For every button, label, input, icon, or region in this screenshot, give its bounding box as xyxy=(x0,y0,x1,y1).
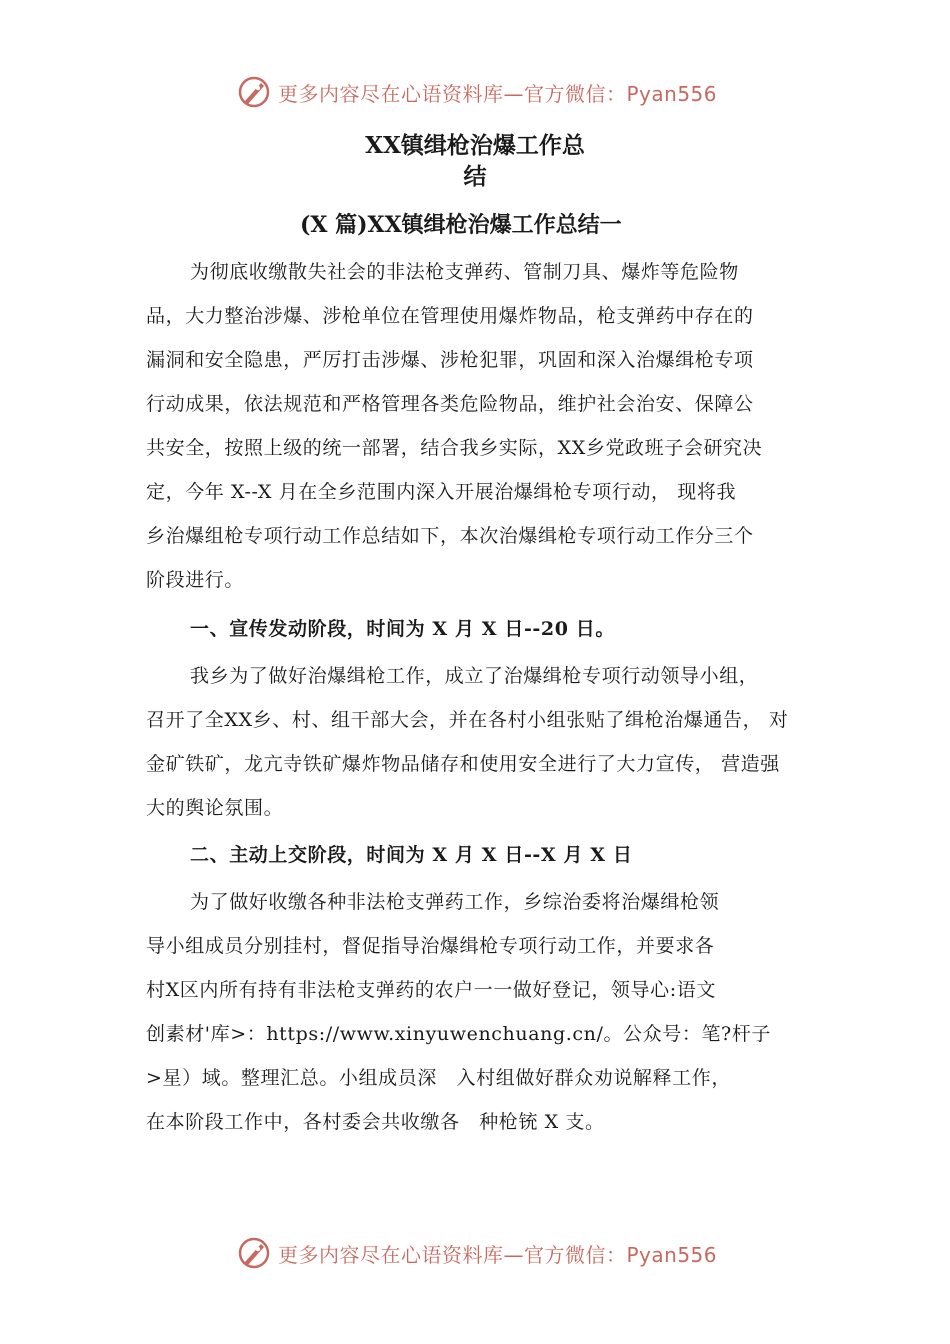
text-line: 共安全，按照上级的统一部署，结合我乡实际，XX乡党政班子会研究决 xyxy=(146,437,763,459)
text-line: 为彻底收缴散失社会的非法枪支弹药、管制刀具、爆炸等危险物 xyxy=(190,261,739,283)
text-line: 我乡为了做好治爆缉枪工作，成立了治爆缉枪专项行动领导小组， xyxy=(190,665,759,687)
watermark-text: 更多内容尽在心语资料库—官方微信：Pyan556 xyxy=(278,1242,718,1267)
watermark-text: 更多内容尽在心语资料库—官方微信：Pyan556 xyxy=(278,81,718,106)
text-line: >星）域。整理汇总。小组成员深 入村组做好群众劝说解释工作， xyxy=(146,1067,731,1089)
text-line: 在本阶段工作中，各村委会共收缴各 种枪铳 X 支。 xyxy=(146,1111,605,1133)
paragraph-collection xyxy=(146,880,836,1144)
text-line: 大的舆论氛围。 xyxy=(146,797,284,819)
text-line: 乡治爆组枪专项行动工作总结如下，本次治爆缉枪专项行动工作分三个 xyxy=(146,525,754,547)
text-line: 召开了全XX乡、村、组干部大会，并在各村小组张贴了缉枪治爆通告， 对 xyxy=(146,709,789,731)
text-line: 阶段进行。 xyxy=(146,569,245,591)
paragraph-intro xyxy=(146,250,836,602)
document-title-line-1: XX镇缉枪治爆工作总 xyxy=(365,132,585,159)
text-line: 导小组成员分别挂村，督促指导治爆缉枪专项行动工作，并要求各 xyxy=(146,935,715,957)
paragraph-publicity xyxy=(146,654,836,830)
document-title-line-2: 结 xyxy=(463,163,487,190)
watermark-footer xyxy=(236,1233,756,1273)
text-line: 为了做好收缴各种非法枪支弹药工作，乡综治委将治爆缉枪领 xyxy=(190,891,720,913)
text-line: 金矿铁矿，龙亢寺铁矿爆炸物品储存和使用安全进行了大力宣传， 营造强 xyxy=(146,753,780,775)
text-line: 行动成果，依法规范和严格管理各类危险物品，维护社会治安、保障公 xyxy=(146,393,754,415)
text-line: 品，大力整治涉爆、涉枪单位在管理使用爆炸物品，枪支弹药中存在的 xyxy=(146,305,754,327)
watermark-header xyxy=(236,72,756,112)
pen-nib-logo-icon xyxy=(236,74,272,110)
section-heading-1: 一、宣传发动阶段，时间为 X 月 X 日--20 日。 xyxy=(190,618,615,640)
text-line: 村X区内所有持有非法枪支弹药的农户一一做好登记，领导心:语文 xyxy=(146,979,716,1001)
section-heading-2: 二、主动上交阶段，时间为 X 月 X 日--X 月 X 日 xyxy=(190,844,633,866)
text-line: 创素材'库>：https://www.xinyuwenchuang.cn/。公众号：笔?杆子 xyxy=(146,1023,772,1045)
pen-nib-logo-icon xyxy=(236,1235,272,1271)
text-line: 漏洞和安全隐患，严厉打击涉爆、涉枪犯罪，巩固和深入治爆缉枪专项 xyxy=(146,349,754,371)
document-subtitle: (X 篇)XX镇缉枪治爆工作总结一 xyxy=(300,212,622,238)
text-line: 定，今年 X--X 月在全乡范围内深入开展治爆缉枪专项行动， 现将我 xyxy=(146,481,737,503)
